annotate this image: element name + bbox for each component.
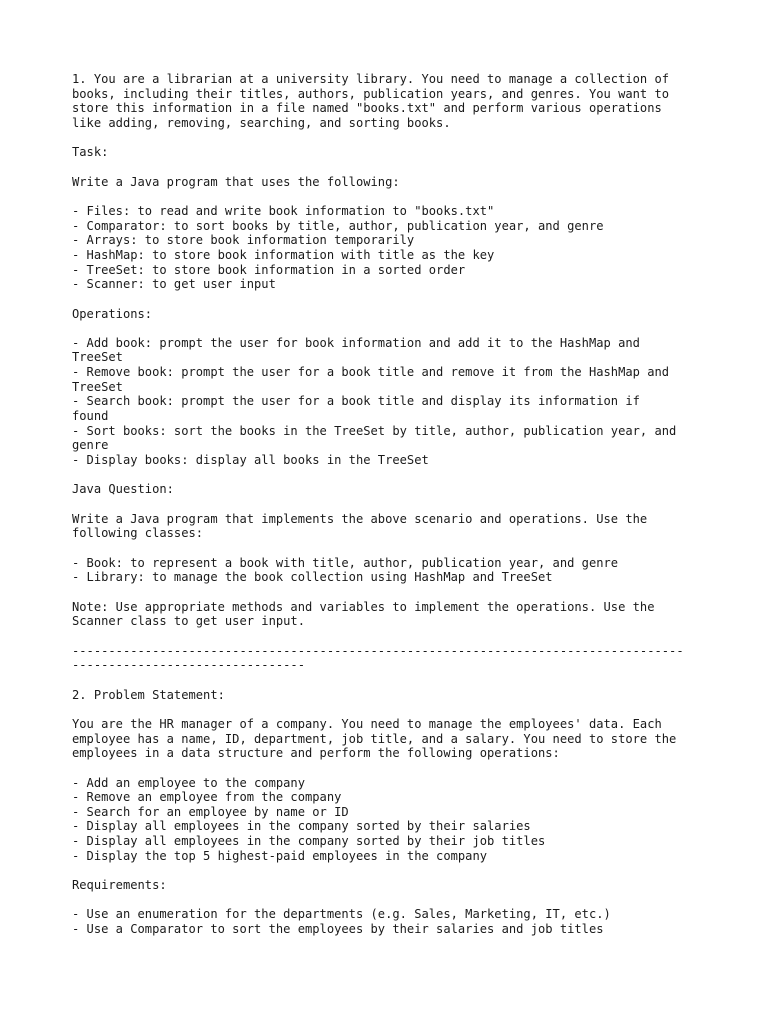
text-line: Task:: [72, 145, 109, 160]
document-text: [72, 72, 712, 937]
text-line: - Library: to manage the book collection using HashMap and TreeSet: [72, 570, 553, 585]
blank-line: [72, 702, 712, 717]
text-line: --------------------------------: [72, 658, 305, 673]
text-line: ------------------------------------------------------------------------------------: [72, 643, 684, 658]
blank-line: [72, 497, 712, 512]
text-line: employee has a name, ID, department, job title, and a salary. You need to store the: [72, 731, 677, 746]
text-line: - Files: to read and write book information to "books.txt": [72, 203, 495, 218]
text-line: Java Question:: [72, 482, 174, 497]
text-line: 1. You are a librarian at a university library. You need to manage a collection of: [72, 72, 670, 86]
text-line: - Search for an employee by name or ID: [72, 804, 349, 819]
text-line: - Use an enumeration for the departments (e.g. Sales, Marketing, IT, etc.): [72, 907, 611, 922]
text-line: like adding, removing, searching, and sorting books.: [72, 115, 451, 130]
text-line: Note: Use appropriate methods and variables to implement the operations. Use the: [72, 599, 655, 614]
blank-line: [72, 189, 712, 204]
blank-line: [72, 321, 712, 336]
text-line: - Comparator: to sort books by title, author, publication year, and genre: [72, 218, 604, 233]
text-line: Write a Java program that uses the following:: [72, 174, 400, 189]
blank-line: [72, 585, 712, 600]
blank-line: [72, 629, 712, 644]
text-line: - Add book: prompt the user for book information and add it to the HashMap and: [72, 335, 640, 350]
text-line: Scanner class to get user input.: [72, 614, 305, 629]
text-line: You are the HR manager of a company. You need to manage the employees' data. Each: [72, 716, 662, 731]
blank-line: [72, 131, 712, 146]
text-line: - Search book: prompt the user for a book title and display its information if: [72, 394, 640, 409]
text-line: following classes:: [72, 526, 204, 541]
blank-line: [72, 292, 712, 307]
text-line: - Add an employee to the company: [72, 775, 305, 790]
text-line: employees in a data structure and perform the following operations:: [72, 746, 560, 761]
blank-line: [72, 673, 712, 688]
blank-line: [72, 468, 712, 483]
blank-line: [72, 863, 712, 878]
text-line: TreeSet: [72, 379, 123, 394]
text-line: store this information in a file named "books.txt" and perform various operations: [72, 101, 662, 116]
text-line: - Scanner: to get user input: [72, 277, 276, 292]
blank-line: [72, 541, 712, 556]
text-line: - Sort books: sort the books in the TreeSet by title, author, publication year, and: [72, 423, 677, 438]
text-line: genre: [72, 438, 109, 453]
text-line: - Book: to represent a book with title, author, publication year, and genre: [72, 555, 619, 570]
text-line: - TreeSet: to store book information in a sorted order: [72, 262, 466, 277]
text-line: - Remove an employee from the company: [72, 790, 342, 805]
text-line: books, including their titles, authors, publication years, and genres. You want to: [72, 86, 670, 101]
text-line: - Use a Comparator to sort the employees by their salaries and job titles: [72, 922, 604, 937]
text-line: - HashMap: to store book information with title as the key: [72, 247, 495, 262]
text-line: - Remove book: prompt the user for a book title and remove it from the HashMap and: [72, 365, 670, 380]
text-line: Write a Java program that implements the above scenario and operations. Use the: [72, 511, 648, 526]
text-line: - Arrays: to store book information temporarily: [72, 233, 415, 248]
text-line: - Display books: display all books in the TreeSet: [72, 453, 429, 468]
text-line: found: [72, 409, 109, 424]
blank-line: [72, 893, 712, 908]
text-line: - Display all employees in the company sorted by their job titles: [72, 834, 546, 849]
text-line: TreeSet: [72, 350, 123, 365]
text-line: - Display all employees in the company sorted by their salaries: [72, 819, 531, 834]
blank-line: [72, 160, 712, 175]
text-line: 2. Problem Statement:: [72, 687, 225, 702]
text-line: Requirements:: [72, 878, 167, 893]
text-line: Operations:: [72, 306, 153, 321]
blank-line: [72, 761, 712, 776]
text-line: - Display the top 5 highest-paid employees in the company: [72, 848, 488, 863]
